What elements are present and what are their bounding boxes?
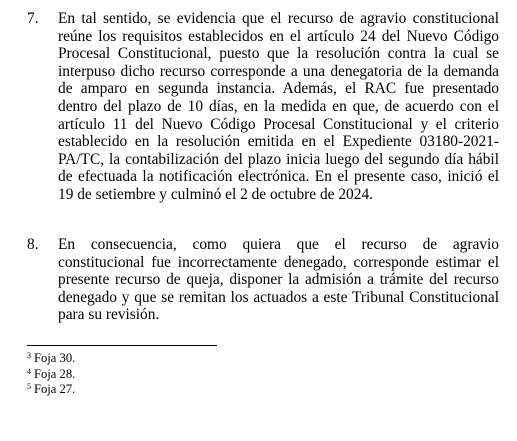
footnote-mark: 5 bbox=[27, 382, 31, 391]
paragraph-body bbox=[58, 236, 499, 324]
text-line: En tal sentido, se evidencia que el recurso de agravio constitucional bbox=[58, 10, 499, 27]
text-line: para su revisión. bbox=[58, 306, 160, 324]
text-line: establecido en la resolución emitida en el Expediente 03180-2021- bbox=[58, 133, 499, 151]
footnote bbox=[27, 382, 75, 398]
text-line: constitucional fue incorrectamente denegado, corresponde estimar el bbox=[58, 253, 499, 271]
footnote-text: Foja 27. bbox=[34, 382, 76, 396]
text-line: artículo 11 del Nuevo Código Procesal Constitucional y el criterio bbox=[58, 115, 499, 133]
paragraph-number: 8. bbox=[27, 236, 39, 253]
text-line: presente recurso de queja, disponer la admisión a trámite del recurso bbox=[58, 271, 499, 289]
paragraph-number: 7. bbox=[27, 10, 39, 27]
text-line: denegado y que se remitan los actuados a este Tribunal Constitucional bbox=[58, 288, 499, 306]
text-line: Procesal Constitucional, puesto que la resolución contra la cual se bbox=[58, 45, 499, 63]
footnote-mark: 3 bbox=[27, 351, 31, 360]
footnote-mark: 4 bbox=[27, 366, 31, 376]
footnote bbox=[27, 351, 75, 367]
text-line: de amparo en segunda instancia. Además, el RAC fue presentado bbox=[58, 80, 499, 98]
text-line: reúne los requisitos establecidos en el artículo 24 del Nuevo Código bbox=[58, 27, 499, 45]
text-line: 19 de setiembre y culminó el 2 de octubre de 2024. bbox=[58, 185, 373, 203]
footnotes bbox=[27, 351, 75, 398]
text-line: PA/TC, la contabilización del plazo inicia luego del segundo día hábil bbox=[58, 150, 499, 168]
text-line: dentro del plazo de 10 días, en la medida en que, de acuerdo con el bbox=[58, 97, 499, 115]
text-line: interpuso dicho recurso corresponde a una denegatoria de la demanda bbox=[58, 62, 499, 80]
footnote-text: Foja 30. bbox=[34, 351, 76, 365]
text-line: En consecuencia, como quiera que el recurso de agravio bbox=[58, 236, 499, 253]
paragraph-body bbox=[58, 10, 499, 204]
footnote bbox=[27, 367, 75, 383]
footnote-separator bbox=[27, 345, 217, 346]
text-line: de efectuada la notificación electrónica. En el presente caso, inició el bbox=[58, 168, 499, 186]
footnote-text: Foja 28. bbox=[34, 366, 76, 381]
